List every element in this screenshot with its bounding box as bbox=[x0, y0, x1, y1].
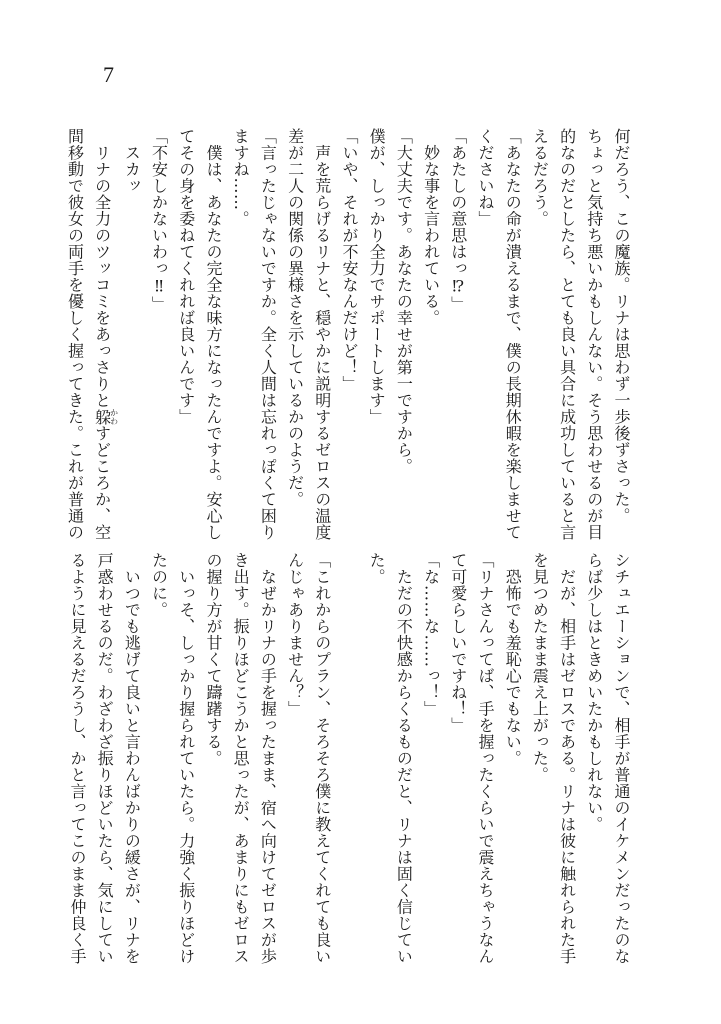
text-block-top bbox=[65, 128, 635, 541]
text-line: 僕が、しっかり全力でサポートします」 bbox=[367, 128, 387, 425]
text-line: シチュエーションで、相手が普通のイケメンだったのな bbox=[612, 552, 631, 965]
text-line: くださいね」 bbox=[475, 128, 495, 227]
text-line: 「言ったじゃないですか。全く人間は忘れっぽくて困り bbox=[258, 128, 278, 541]
text-line: 「大丈夫です。あなたの幸せが第一ですから。 bbox=[394, 128, 414, 475]
text-line: 差が二人の関係の異様さを示しているかのようだ。 bbox=[285, 128, 305, 508]
text-line: んじゃありません？」 bbox=[285, 552, 305, 717]
text-line: 的なのだとしたら、とても良い具合に成功していると言 bbox=[557, 128, 577, 541]
text-line: 「不安しかないわっ‼」 bbox=[149, 128, 169, 313]
text-line: 「あなたの命が潰えるまで、僕の長期休暇を楽しませて bbox=[503, 128, 523, 541]
text-line: いっそ、しっかり握られていたら。力強く振りほどけ bbox=[176, 552, 196, 965]
text-line: の握り方が甘くて躊躇する。 bbox=[203, 552, 223, 767]
text-line: たのに。 bbox=[149, 552, 169, 618]
page-number: 7 bbox=[103, 62, 114, 87]
text-line: 「な……な……っ！」 bbox=[421, 552, 441, 717]
ruby-reading: かわ bbox=[109, 408, 119, 425]
text-line: ただの不快感からくるものだと、リナは固く信じてい bbox=[394, 552, 414, 965]
ruby-annotation bbox=[92, 408, 119, 426]
text-line: 「いや、それが不安なんだけど！」 bbox=[339, 128, 359, 392]
text-segment: すどころか、空 bbox=[92, 425, 112, 541]
text-line: るように見えるだろうし、かと言ってこのまま仲良く手 bbox=[67, 552, 87, 965]
text-line: らば少しはときめいたかもしれない。 bbox=[584, 552, 604, 833]
text-line: 声を荒らげるリナと、穏やかに説明するゼロスの温度 bbox=[312, 128, 332, 541]
text-segment: リナの全力のツッコミをあっさりと bbox=[92, 128, 112, 409]
text-line: 恐怖でも羞恥心でもない。 bbox=[503, 552, 523, 767]
text-line: ますね……。 bbox=[231, 128, 251, 227]
text-line: 「これからのプラン、そろそろ僕に教えてくれても良い bbox=[312, 552, 332, 965]
text-line: 戸惑わせるのだ。わざわざ振りほどいたら、気にしてい bbox=[95, 552, 115, 965]
text-line: てその身を委ねてくれれば良いんです」 bbox=[176, 128, 196, 425]
text-line: 妙な事を言われている。 bbox=[421, 128, 441, 326]
text-line: 「リナさんってば、手を握ったくらいで震えちゃうなん bbox=[475, 552, 495, 965]
text-line: て可愛らしいですね！」 bbox=[448, 552, 468, 734]
text-line: スカッ bbox=[122, 128, 142, 194]
text-line: だが、相手はゼロスである。リナは彼に触れられた手 bbox=[557, 552, 577, 965]
text-block-bottom bbox=[67, 552, 635, 965]
text-line: た。 bbox=[367, 552, 387, 585]
text-line: 間移動で彼女の両手を優しく握ってきた。これが普通の bbox=[65, 128, 85, 541]
text-line: ちょっと気持ち悪いかもしんない。そう思わせるのが目 bbox=[584, 128, 604, 541]
text-line: なぜかリナの手を握ったまま、宿へ向けてゼロスが歩 bbox=[258, 552, 278, 965]
blank-line bbox=[336, 552, 363, 952]
text-line: 「あたしの意思はっ⁉」 bbox=[448, 128, 468, 313]
text-line: を見つめたまま震え上がった。 bbox=[530, 552, 550, 783]
text-line: 何だろう、この魔族。リナは思わず一歩後ずさった。 bbox=[612, 128, 631, 524]
text-line: 僕は、あなたの完全な味方になったんですよ。安心し bbox=[203, 128, 223, 541]
ruby-base: 躱 bbox=[92, 408, 112, 425]
text-line: えるだろう。 bbox=[530, 128, 550, 227]
text-line-with-ruby bbox=[88, 128, 119, 541]
text-line: いつでも逃げて良いと言わんばかりの緩さが、リナを bbox=[122, 552, 142, 965]
text-line: き出す。振りほどこうかと思ったが、あまりにもゼロス bbox=[231, 552, 251, 965]
